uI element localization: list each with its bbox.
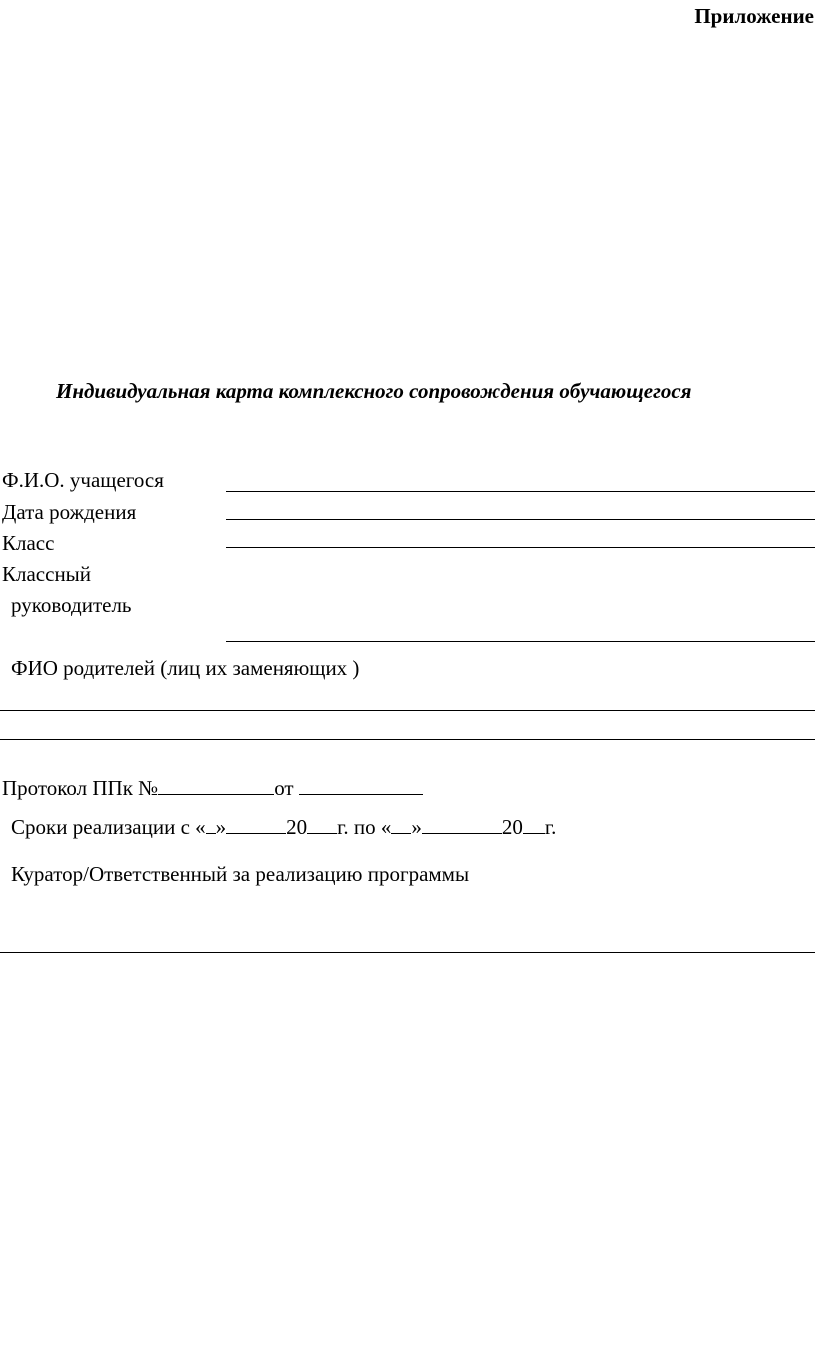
class-teacher-label-line1: Классный <box>2 562 92 586</box>
end-quote-close: » <box>411 815 422 839</box>
start-year-field[interactable] <box>307 815 337 834</box>
protocol-row <box>2 776 423 800</box>
class-teacher-field[interactable] <box>226 641 815 642</box>
end-year-suffix: г. <box>544 815 557 839</box>
end-day-field[interactable] <box>391 815 411 834</box>
curator-field[interactable] <box>0 952 815 953</box>
terms-row <box>11 815 556 839</box>
class-field[interactable] <box>226 547 815 548</box>
end-year-prefix: 20 <box>501 815 523 839</box>
protocol-date-field[interactable] <box>299 776 423 795</box>
class-teacher-label-line2: руководитель <box>11 593 132 617</box>
start-quote-close: » <box>215 815 227 839</box>
parents-label: ФИО родителей (лиц их заменяющих ) <box>11 656 360 680</box>
class-label: Класс <box>2 531 55 555</box>
end-month-field[interactable] <box>422 815 502 834</box>
start-day-field[interactable] <box>206 815 216 834</box>
start-year-prefix: 20 <box>286 815 308 839</box>
appendix-label: Приложение <box>694 4 814 28</box>
birth-date-field[interactable] <box>226 519 815 520</box>
curator-label: Куратор/Ответственный за реализацию программы <box>11 862 470 886</box>
student-name-field[interactable] <box>226 491 815 492</box>
protocol-number-field[interactable] <box>158 776 274 795</box>
protocol-label: Протокол ППк № <box>2 776 159 800</box>
parents-field-line-1[interactable] <box>0 710 815 711</box>
student-name-label: Ф.И.О. учащегося <box>2 468 164 492</box>
end-label: г. по « <box>337 815 392 839</box>
terms-label: Сроки реализации с « <box>11 815 206 839</box>
parents-field-line-2[interactable] <box>0 739 815 740</box>
protocol-from-label: от <box>274 776 294 800</box>
end-year-field[interactable] <box>523 815 545 834</box>
document-title: Индивидуальная карта комплексного сопровождения обучающегося <box>56 379 692 403</box>
start-month-field[interactable] <box>226 815 286 834</box>
birth-date-label: Дата рождения <box>2 500 137 524</box>
